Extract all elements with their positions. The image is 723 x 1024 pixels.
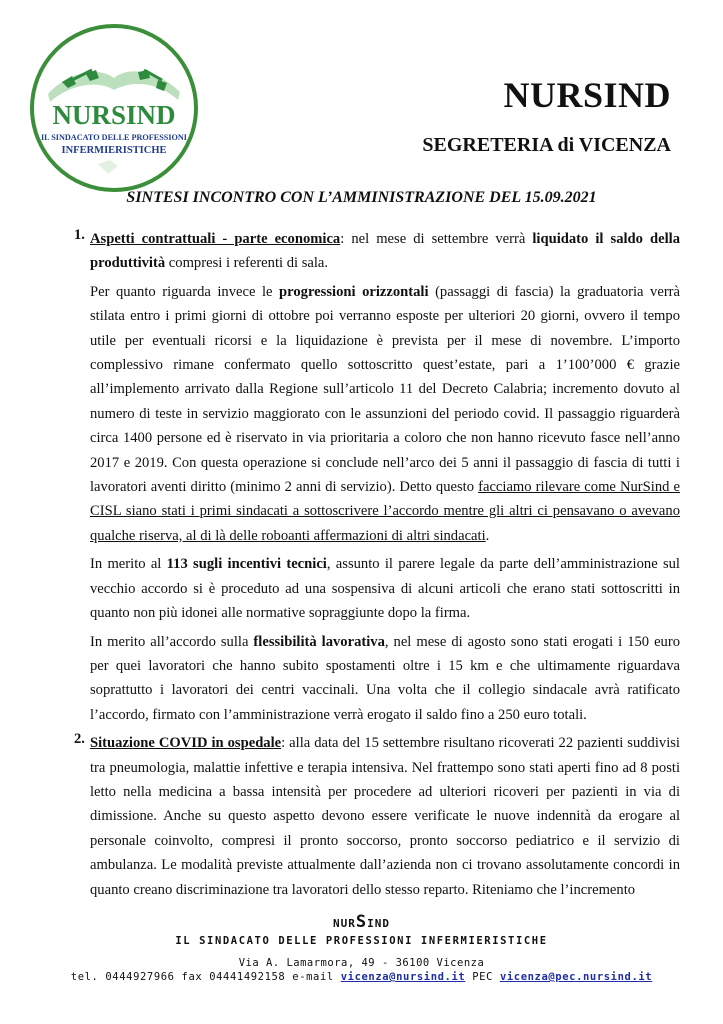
footer-logo-part: S <box>355 912 368 932</box>
text-run: , nel mese di agosto sono stati erogati i 150 euro per quei lavoratori che hanno subito spostamenti oltre i 15 km e che ultimamente riguardava soprattutto i lavoratori dei centri vaccinali. Una volta che il collegio sindacale avrà ratificato l’accordo, firmato con l’amministrazione verrà erogato il saldo fino a 250 euro totali. <box>90 633 681 723</box>
paragraph <box>90 280 680 548</box>
text-run: In merito al <box>90 556 167 573</box>
org-subtitle: SEGRETERIA di VICENZA <box>422 134 671 156</box>
bold-run: progressioni orizzontali <box>279 283 429 300</box>
text-run: : alla data del 15 settembre risultano ricoverati 22 pazienti suddivisi tra pneumologia, malattie infettive e terapia intensiva. Nel frattempo sono stati aperti fino ad 8 posti letto nella medicina a bassa intensità per procedere ad ulteriori ricoveri per pazienti in via di dimissione. Anche su questo aspetto devono essere verificate le nuove indennità da erogare al personale coinvolto, compresi il pronto soccorso, pronto soccorso pediatrico e il servizio di ambulanza. Le modalità previste attualmente dall’azienda non ci trovano assolutamente concordi in quanto creano discriminazione tra lavoratori dello stesso reparto. Riteniamo che l’incremento <box>90 735 680 898</box>
logo-wordmark: NURSIND <box>52 100 176 130</box>
text-run: Per quanto riguarda invece le <box>90 283 280 300</box>
item-number: 2. <box>74 731 85 748</box>
footer-logo-part: NUR <box>333 917 356 930</box>
paragraph <box>90 630 680 728</box>
footer-org-line: IL SINDACATO DELLE PROFESSIONI INFERMIERISTICHE <box>175 935 548 947</box>
footer-contacts <box>0 971 723 983</box>
email-link[interactable]: vicenza@nursind.it <box>340 971 466 983</box>
text-run: compresi i referenti di sala. <box>165 255 329 272</box>
list-item <box>0 731 723 902</box>
footer <box>0 912 723 983</box>
list-item <box>0 227 723 727</box>
text-run: : nel mese di settembre verrà <box>340 231 533 247</box>
footer-logo <box>0 912 723 932</box>
bold-run: flessibilità lavorativa <box>253 633 385 650</box>
item-heading: Situazione COVID in ospedale <box>90 735 282 752</box>
pec-label: PEC <box>465 971 500 983</box>
paragraph <box>90 552 680 625</box>
logo-subtext-2: INFERMIERISTICHE <box>61 145 167 156</box>
pec-link[interactable]: vicenza@pec.nursind.it <box>499 971 653 983</box>
bold-run: liquidato il saldo della produttività <box>90 231 681 272</box>
paragraph <box>90 227 680 276</box>
paragraph <box>90 731 680 902</box>
text-run: , assunto il parere legale da parte dell’amministrazione sul vecchio accordo si è proceduto ad una sospensiva di alcuni articoli che erano stati sottoscritti in quanto non più idonei alle normative sopraggiunte dopo la firma. <box>90 556 680 622</box>
underlined-run: facciamo rilevare come NurSind e CISL siano stati i primi sindacati a sottoscrivere l’accordo mentre gli altri ci pensavano o avevano qualche riserva, al di là delle roboanti affermazioni di altri sindacati <box>90 479 680 544</box>
item-heading: Aspetti contrattuali - parte economica <box>90 231 341 247</box>
document-body <box>0 227 723 906</box>
org-name: NURSIND <box>503 75 671 115</box>
logo-subtext-1: IL SINDACATO DELLE PROFESSIONI <box>41 133 187 142</box>
bold-run: 113 sugli incentivi tecnici <box>166 556 327 573</box>
footer-logo-part: IND <box>367 917 390 930</box>
text-run: . <box>485 527 490 544</box>
footer-phone: tel. 0444927966 fax 04441492158 e-mail <box>70 971 341 983</box>
footer-address: Via A. Lamarmora, 49 - 36100 Vicenza <box>238 957 485 969</box>
text-run: In merito all’accordo sulla <box>90 633 254 650</box>
nursind-logo <box>28 22 200 194</box>
item-number: 1. <box>74 227 85 243</box>
document-title: SINTESI INCONTRO CON L’AMMINISTRAZIONE DEL 15.09.2021 <box>126 189 597 206</box>
text-run: (passaggi di fascia) la graduatoria verrà stilata entro i primi giorni di ottobre poi verranno esposte per ulteriori 20 giorni, ovvero il tempo utile per eventuali ricorsi e la liquidazione è prevista per il mese di novembre. L’importo complessivo rimane confermato quello sottoscritto quest’estate, pari a 1’100’000 € grazie all’implemento arrivato dalla Regione sull’articolo 11 del Decreto Calabria; incremento dovuto al numero di teste in servizio maggiorato con le assunzioni del periodo covid. Il passaggio riguarderà circa 1400 persone ed è riservato in via prioritaria a coloro che non hanno ricevuto fasce nell’anno 2017 e 2019. Con questa operazione si conclude nell’arco dei 5 anni il passaggio di fascia di tutti i lavoratori aventi diritto (minimo 2 anni di servizio). Detto questo <box>90 283 681 496</box>
